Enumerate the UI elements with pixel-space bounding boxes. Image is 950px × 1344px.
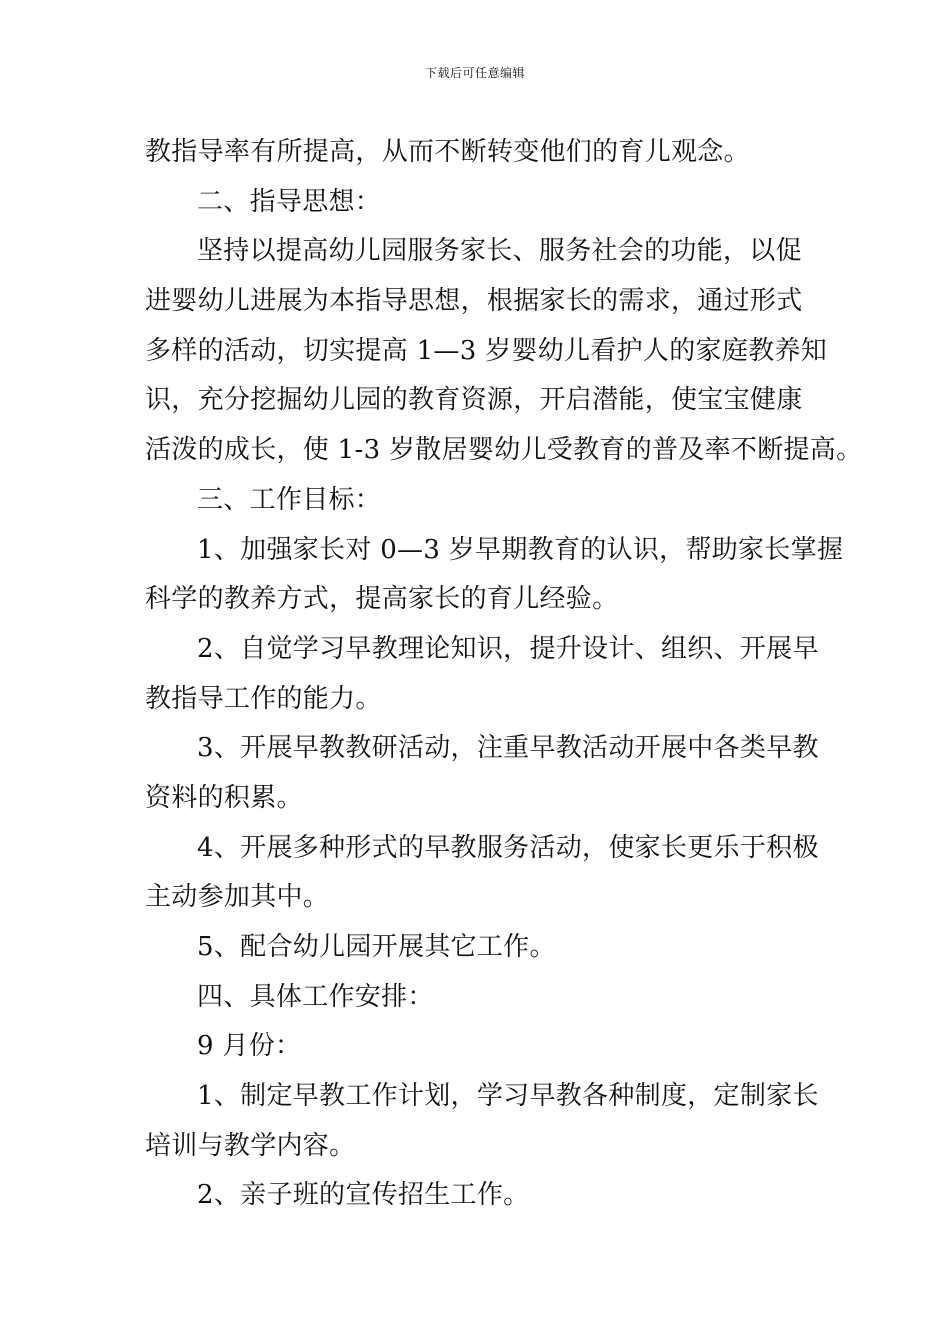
list-item: 1、制定早教工作计划，学习早教各种制度，定制家长 [197,1081,819,1112]
list-item: 5、配合幼儿园开展其它工作。 [197,932,556,962]
text-line: 教指导工作的能力。 [145,683,382,714]
section-heading: 二、指导思想： [197,186,382,217]
list-item: 2、自觉学习早教理论知识，提升设计、组织、开展早 [197,633,819,664]
list-item: 1、加强家长对 0—3 岁早期教育的认识，帮助家长掌握 [197,534,844,565]
section-heading: 四、具体工作安排： [197,981,434,1012]
section-heading: 三、工作目标： [197,484,382,515]
text-line: 活泼的成长，使 1-3 岁散居婴幼儿受教育的普及率不断提高。 [145,435,863,466]
text-line: 识，充分挖掘幼儿园的教育资源，开启潜能，使宝宝健康 [145,385,803,416]
text-line: 坚持以提高幼儿园服务家长、服务社会的功能，以促 [197,236,802,267]
document-body [145,128,863,1221]
text-line: 科学的教养方式，提高家长的育儿经验。 [145,584,619,615]
text-line: 进婴幼儿进展为本指导思想，根据家长的需求，通过形式 [145,286,803,317]
text-line: 主动参加其中。 [145,882,330,913]
month-heading: 9 月份： [197,1031,302,1062]
text-line: 培训与教学内容。 [145,1130,356,1161]
page-header: 下载后可任意编辑 [424,66,525,80]
text-line: 多样的活动，切实提高 1—3 岁婴幼儿看护人的家庭教养知 [145,335,828,366]
text-line: 教指导率有所提高，从而不断转变他们的育儿观念。 [145,137,750,167]
list-item: 3、开展早教教研活动，注重早教活动开展中各类早教 [197,733,819,764]
list-item: 4、开展多种形式的早教服务活动，使家长更乐于积极 [197,832,819,863]
list-item: 2、亲子班的宣传招生工作。 [197,1180,530,1211]
text-line: 资料的积累。 [145,782,303,813]
